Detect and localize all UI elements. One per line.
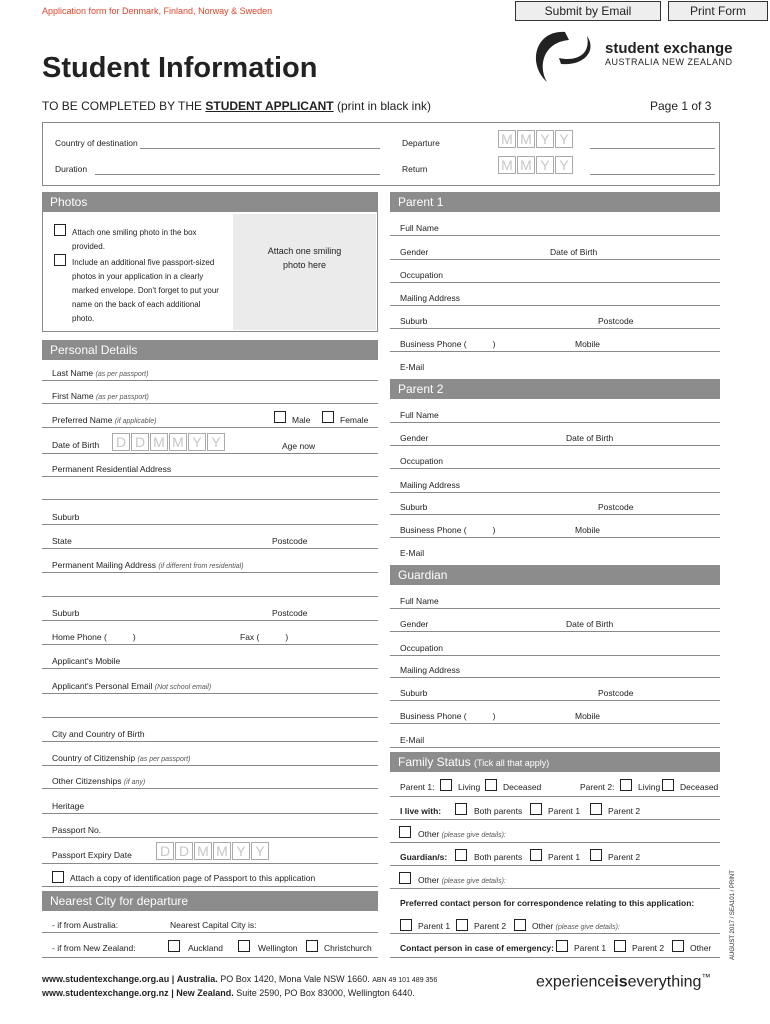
p1-mobile-label: Mobile: [575, 339, 601, 349]
residential-label: Permanent Residential Address: [52, 464, 172, 474]
personal-header: Personal Details: [42, 340, 378, 360]
wellington-label: Wellington: [258, 943, 298, 953]
guardian-header: Guardian: [390, 565, 720, 585]
other-citizenship-label: Other Citizenships (if any): [52, 776, 146, 786]
g-mailing-label: Mailing Address: [400, 665, 461, 675]
em-parent1-label: Parent 1: [574, 943, 607, 953]
g-other-label: Other (please give details):: [418, 875, 506, 885]
p2-email-label: E-Mail: [400, 548, 425, 558]
destination-section: [42, 122, 720, 186]
p1-deceased-checkbox[interactable]: [485, 779, 497, 791]
p1-phone-label: Business Phone ( ): [400, 339, 496, 349]
p2-phone-label: Business Phone ( ): [400, 525, 496, 535]
country-input[interactable]: [140, 148, 380, 149]
subtitle: TO BE COMPLETED BY THE STUDENT APPLICANT (print in black ink): [42, 99, 431, 113]
live-other-checkbox[interactable]: [399, 826, 411, 838]
p2-fullname-label: Full Name: [400, 410, 439, 420]
emergency-label: Contact person in case of emergency:: [400, 943, 554, 953]
g-parent1-checkbox[interactable]: [530, 849, 542, 861]
state-input[interactable]: [42, 548, 378, 549]
last-name-input[interactable]: [42, 380, 378, 381]
last-name-label: Last Name (as per passport): [52, 368, 149, 378]
parent2-header: Parent 2: [390, 379, 720, 399]
g-both-checkbox[interactable]: [455, 849, 467, 861]
g-suburb-label: Suburb: [400, 688, 428, 698]
p2-suburb-label: Suburb: [400, 502, 428, 512]
pref-parent1-label: Parent 1: [418, 921, 451, 931]
g-postcode-label: Postcode: [598, 688, 634, 698]
pref-other-label: Other (please give details):: [532, 921, 620, 931]
g-gender-input[interactable]: [390, 631, 720, 632]
nearest-city-header: Nearest City for departure: [42, 891, 378, 911]
birth-city-input[interactable]: [42, 741, 378, 742]
mailing-input[interactable]: [42, 572, 378, 573]
em-parent1-checkbox[interactable]: [556, 940, 568, 952]
p1-phone-input[interactable]: [390, 351, 720, 352]
expiry-input[interactable]: D D M M Y Y: [156, 842, 270, 860]
live-other-label: Other (please give details):: [418, 829, 506, 839]
p1-occupation-label: Occupation: [400, 270, 443, 280]
home-phone-label: Home Phone ( ): [52, 632, 136, 642]
p1-fullname-input[interactable]: [390, 235, 720, 236]
em-other-label: Other: [690, 943, 712, 953]
g-phone-input[interactable]: [390, 723, 720, 724]
p2-suburb-input[interactable]: [390, 514, 720, 515]
mailing-label: Permanent Mailing Address (if different from residential): [52, 560, 244, 570]
live-both-label: Both parents: [474, 806, 523, 816]
departure-label: Departure: [402, 138, 440, 148]
g-occupation-input[interactable]: [390, 655, 720, 656]
live-other-input[interactable]: [390, 842, 720, 843]
wellington-checkbox[interactable]: [238, 940, 250, 952]
birth-city-label: City and Country of Birth: [52, 729, 145, 739]
heritage-label: Heritage: [52, 801, 85, 811]
citizenship-label: Country of Citizenship (as per passport): [52, 753, 191, 763]
p2-phone-input[interactable]: [390, 537, 720, 538]
p2-occupation-label: Occupation: [400, 456, 443, 466]
form-note: Application form for Denmark, Finland, Norway & Sweden: [42, 6, 273, 16]
p1-gender-label: Gender: [400, 247, 429, 257]
aus-value: Nearest Capital City is:: [170, 920, 257, 930]
postcode2-label: Postcode: [272, 608, 308, 618]
form-code: AUGUST 2017 / SEA101 / PRINT: [730, 870, 736, 960]
p2-mobile-label: Mobile: [575, 525, 601, 535]
p1-deceased-label: Deceased: [503, 782, 542, 792]
guardians-label: Guardian/s:: [400, 852, 448, 862]
photo-instruction-1: Attach one smiling photo in the box provided.: [72, 228, 197, 251]
footer-au: www.studentexchange.org.au | Australia. PO Box 1420, Mona Vale NSW 1660. ABN 49 101 489 356: [42, 974, 438, 984]
photo-checkbox-2[interactable]: [54, 254, 66, 266]
p1-occupation-input[interactable]: [390, 282, 720, 283]
p2-mailing-input[interactable]: [390, 492, 720, 493]
postcode-label: Postcode: [272, 536, 308, 546]
male-label: Male: [292, 415, 311, 425]
fs-parent1-label: Parent 1:: [400, 782, 435, 792]
return-label: Return: [402, 164, 428, 174]
female-checkbox[interactable]: [322, 411, 334, 423]
heritage-input[interactable]: [42, 813, 378, 814]
email-input-2[interactable]: [42, 717, 378, 718]
g-parent2-label: Parent 2: [608, 852, 641, 862]
residential-input-2[interactable]: [42, 499, 378, 500]
p2-dob-label: Date of Birth: [566, 433, 614, 443]
g-email-input[interactable]: [390, 747, 720, 748]
photo-instruction-2: Include an additional five passport-sized photos in your application in a clearly marked envelope. Don't forget to put your name on the back of each additional photo.: [72, 258, 219, 323]
suburb2-label: Suburb: [52, 608, 80, 618]
home-phone-input[interactable]: [42, 644, 378, 645]
p2-gender-label: Gender: [400, 433, 429, 443]
brand-name: student exchange: [605, 40, 733, 57]
parent1-header: Parent 1: [390, 192, 720, 212]
photos-header: Photos: [42, 192, 378, 212]
g-fullname-label: Full Name: [400, 596, 439, 606]
page-number: Page 1 of 3: [650, 99, 712, 113]
suburb-label: Suburb: [52, 512, 80, 522]
photo-checkbox-1[interactable]: [54, 224, 66, 236]
page-title: Student Information: [42, 52, 318, 84]
aus-label: - if from Australia:: [52, 920, 119, 930]
em-other-checkbox[interactable]: [672, 940, 684, 952]
live-with-label: I live with:: [400, 806, 442, 816]
p1-suburb-label: Suburb: [400, 316, 428, 326]
p2-deceased-checkbox[interactable]: [662, 779, 674, 791]
preferred-contact-label: Preferred contact person for correspondence relating to this application:: [400, 898, 695, 908]
p1-living-checkbox[interactable]: [440, 779, 452, 791]
p2-postcode-label: Postcode: [598, 502, 634, 512]
passport-copy-label: Attach a copy of identification page of Passport to this application: [70, 873, 316, 883]
g-other-input[interactable]: [390, 888, 720, 889]
email-input[interactable]: [42, 693, 378, 694]
other-citizenship-input[interactable]: [42, 788, 378, 789]
male-checkbox[interactable]: [274, 411, 286, 423]
suburb2-input[interactable]: [42, 620, 378, 621]
g-other-checkbox[interactable]: [399, 872, 411, 884]
country-label: Country of destination: [55, 138, 138, 148]
g-parent1-label: Parent 1: [548, 852, 581, 862]
expiry-label: Passport Expiry Date: [52, 850, 132, 860]
citizenship-input[interactable]: [42, 765, 378, 766]
state-label: State: [52, 536, 72, 546]
first-name-label: First Name (as per passport): [52, 391, 149, 401]
live-both-checkbox[interactable]: [455, 803, 467, 815]
auckland-checkbox[interactable]: [168, 940, 180, 952]
live-parent2-checkbox[interactable]: [590, 803, 602, 815]
p1-suburb-input[interactable]: [390, 328, 720, 329]
p2-fullname-input[interactable]: [390, 422, 720, 423]
em-parent2-label: Parent 2: [632, 943, 665, 953]
p1-living-label: Living: [458, 782, 481, 792]
tagline: experienceiseverything™: [536, 972, 711, 991]
g-gender-label: Gender: [400, 619, 429, 629]
christchurch-checkbox[interactable]: [306, 940, 318, 952]
print-form-button[interactable]: Print Form: [668, 1, 768, 21]
g-fullname-input[interactable]: [390, 608, 720, 609]
p2-living-label: Living: [638, 782, 661, 792]
auckland-label: Auckland: [188, 943, 223, 953]
p1-dob-label: Date of Birth: [550, 247, 598, 257]
residential-input[interactable]: [42, 476, 378, 477]
duration-input[interactable]: [95, 174, 380, 175]
email-label: Applicant's Personal Email (Not school email): [52, 681, 212, 691]
g-dob-label: Date of Birth: [566, 619, 614, 629]
g-parent2-checkbox[interactable]: [590, 849, 602, 861]
live-parent1-checkbox[interactable]: [530, 803, 542, 815]
footer-nz: www.studentexchange.org.nz | New Zealand. Suite 2590, PO Box 83000, Wellington 6440.: [42, 988, 415, 998]
p2-living-checkbox[interactable]: [620, 779, 632, 791]
g-occupation-label: Occupation: [400, 643, 443, 653]
aus-input[interactable]: [42, 932, 378, 933]
p1-gender-input[interactable]: [390, 259, 720, 260]
student-exchange-logo: [525, 24, 605, 90]
p2-deceased-label: Deceased: [680, 782, 719, 792]
em-parent2-checkbox[interactable]: [614, 940, 626, 952]
p2-occupation-input[interactable]: [390, 468, 720, 469]
mailing-input-2[interactable]: [42, 596, 378, 597]
p1-mailing-label: Mailing Address: [400, 293, 461, 303]
p2-gender-input[interactable]: [390, 445, 720, 446]
g-suburb-input[interactable]: [390, 700, 720, 701]
p1-email-label: E-Mail: [400, 362, 425, 372]
christchurch-label: Christchurch: [324, 943, 372, 953]
pref-parent1-checkbox[interactable]: [400, 919, 412, 931]
submit-email-button[interactable]: Submit by Email: [515, 1, 661, 21]
p2-mailing-label: Mailing Address: [400, 480, 461, 490]
g-email-label: E-Mail: [400, 735, 425, 745]
first-name-input[interactable]: [42, 403, 378, 404]
g-phone-label: Business Phone ( ): [400, 711, 496, 721]
nz-label: - if from New Zealand:: [52, 943, 136, 953]
passport-input[interactable]: [42, 837, 378, 838]
return-date[interactable]: M M Y Y: [498, 156, 574, 174]
p1-postcode-label: Postcode: [598, 316, 634, 326]
age-label: Age now: [282, 441, 316, 451]
passport-copy-checkbox[interactable]: [52, 871, 64, 883]
female-label: Female: [340, 415, 369, 425]
g-both-label: Both parents: [474, 852, 523, 862]
fs-parent2-label: Parent 2:: [580, 782, 615, 792]
live-parent2-label: Parent 2: [608, 806, 641, 816]
p1-fullname-label: Full Name: [400, 223, 439, 233]
pref-parent2-checkbox[interactable]: [456, 919, 468, 931]
pref-other-checkbox[interactable]: [514, 919, 526, 931]
g-mailing-input[interactable]: [390, 677, 720, 678]
family-status-header: Family Status (Tick all that apply): [390, 752, 720, 772]
g-mobile-label: Mobile: [575, 711, 601, 721]
dob-input[interactable]: D D M M Y Y: [112, 433, 226, 451]
dob-label: Date of Birth: [52, 440, 100, 450]
live-parent1-label: Parent 1: [548, 806, 581, 816]
preferred-name-label: Preferred Name (if applicable): [52, 415, 157, 425]
pref-parent2-label: Parent 2: [474, 921, 507, 931]
passport-label: Passport No.: [52, 825, 102, 835]
fax-label: Fax ( ): [240, 632, 289, 642]
p1-mailing-input[interactable]: [390, 305, 720, 306]
departure-date[interactable]: M M Y Y: [498, 130, 574, 148]
suburb-input[interactable]: [42, 524, 378, 525]
mobile-input[interactable]: [42, 668, 378, 669]
mobile-label: Applicant's Mobile: [52, 656, 121, 666]
photo-upload-box[interactable]: Attach one smiling photo here: [233, 214, 376, 330]
duration-label: Duration: [55, 164, 88, 174]
brand-subtitle: AUSTRALIA NEW ZEALAND: [605, 57, 733, 67]
